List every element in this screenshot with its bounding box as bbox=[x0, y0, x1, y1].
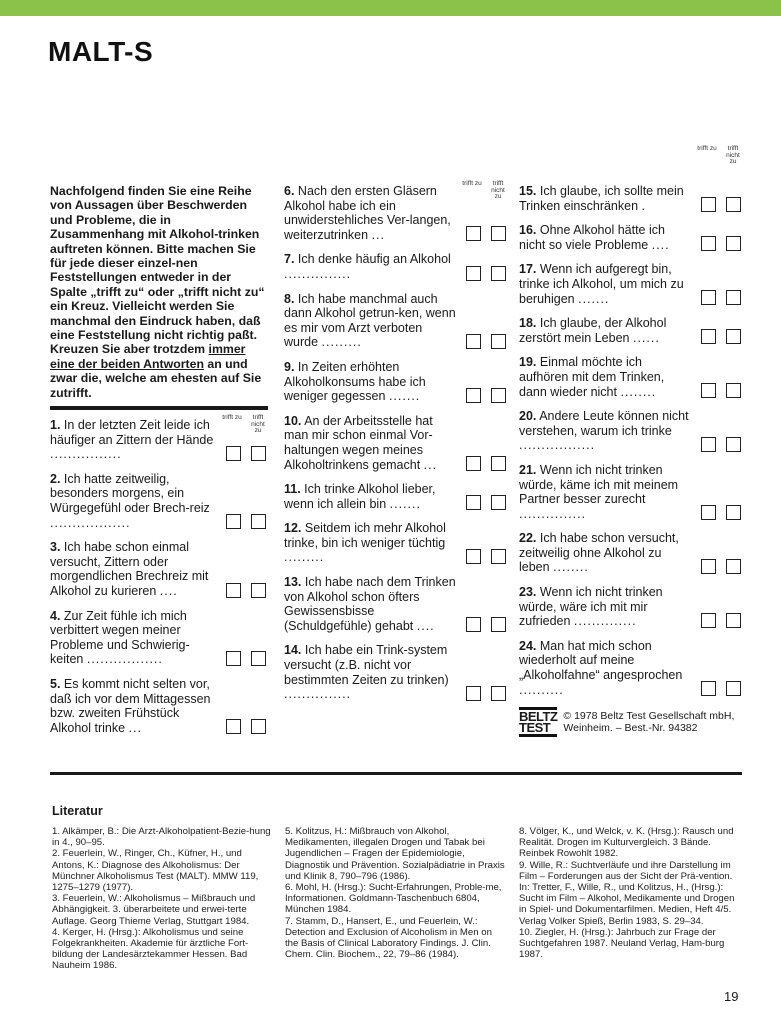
references-column-3 bbox=[519, 826, 743, 960]
question-number: 20. bbox=[519, 409, 537, 424]
reference-entry: 4. Kerger, H. (Hrsg.): Alkoholismus und seine Folgekrankheiten. Akademie für ärztliche Fort-bildung der Landesärztekammer Hessen. Bad Nauheim 1986. bbox=[52, 926, 249, 972]
question-item bbox=[284, 482, 508, 511]
leader-dots: ............... bbox=[519, 506, 587, 521]
answer-boxes bbox=[226, 651, 266, 666]
question-item bbox=[50, 414, 268, 462]
question-text: Wenn ich nicht trinken würde, wäre ich mit mir zufrieden bbox=[519, 585, 663, 629]
references-column-2 bbox=[285, 826, 507, 960]
question-text: Ich glaube, der Alkohol zerstört mein Leben bbox=[519, 316, 667, 345]
leader-dots: ....... bbox=[389, 496, 421, 511]
question-item bbox=[519, 184, 743, 213]
answer-boxes bbox=[466, 549, 506, 564]
question-number: 4. bbox=[50, 608, 61, 623]
answer-boxes bbox=[226, 719, 266, 734]
header-trifft-zu: trifft zu bbox=[697, 145, 717, 152]
checkbox-trifft-zu[interactable] bbox=[466, 495, 481, 510]
answer-boxes bbox=[466, 388, 506, 403]
leader-dots: ... bbox=[128, 720, 142, 735]
instructions bbox=[50, 184, 268, 400]
checkbox-trifft-zu[interactable] bbox=[701, 681, 716, 696]
answer-boxes bbox=[701, 681, 741, 696]
question-number: 12. bbox=[284, 521, 302, 536]
question-text: Ich habe manchmal auch dann Alkohol getrun-ken, wenn es mir vom Arzt verboten wurde bbox=[284, 291, 456, 350]
question-number: 10. bbox=[284, 413, 302, 428]
checkbox-trifft-zu[interactable] bbox=[226, 446, 241, 461]
question-item bbox=[519, 585, 743, 629]
answer-column-header bbox=[222, 415, 268, 435]
question-text: Wenn ich nicht trinken würde, käme ich mit meinem Partner besser zurecht bbox=[519, 462, 679, 507]
checkbox-trifft-zu[interactable] bbox=[466, 266, 481, 281]
question-text: Ich habe ein Trink-system versucht (z.B. nicht vor bestimmten Zeiten zu trinken) bbox=[284, 643, 449, 687]
logo-line-1: BELTZ bbox=[519, 709, 558, 725]
question-item bbox=[519, 639, 743, 697]
checkbox-trifft-nicht-zu[interactable] bbox=[251, 514, 266, 529]
checkbox-trifft-nicht-zu[interactable] bbox=[491, 686, 506, 701]
leader-dots: .... bbox=[416, 618, 435, 633]
checkbox-trifft-nicht-zu[interactable] bbox=[251, 719, 266, 734]
answer-boxes bbox=[466, 334, 506, 349]
checkbox-trifft-nicht-zu[interactable] bbox=[491, 456, 506, 471]
question-item bbox=[284, 575, 508, 633]
reference-entry: 9. Wille, R.: Suchtverläufe und ihre Darstellung im Film – Forderungen aus der Sicht der Prä-vention. In: Tretter, F., Wille, R., und Kolitzus, H., (Hrsg.): Sucht im Film – Alkohol, Medikamente und Drogen in Spiel- und Dokumentarfilmen. Medien, Heft 4/5. Verlag Volker Spieß, Berlin 1983, S. 29–34. bbox=[519, 859, 735, 927]
checkbox-trifft-nicht-zu[interactable] bbox=[726, 236, 741, 251]
leader-dots: ........ bbox=[553, 560, 589, 575]
question-item bbox=[519, 355, 743, 399]
checkbox-trifft-zu[interactable] bbox=[701, 329, 716, 344]
checkbox-trifft-zu[interactable] bbox=[701, 437, 716, 452]
checkbox-trifft-nicht-zu[interactable] bbox=[251, 583, 266, 598]
checkbox-trifft-zu[interactable] bbox=[226, 651, 241, 666]
reference-entry: 6. Mohl, H. (Hrsg.): Sucht-Erfahrungen, Proble-me, Informationen. Goldmann-Taschenbuch 6804, München 1984. bbox=[285, 882, 502, 916]
leader-dots: .......... bbox=[519, 682, 564, 697]
references-column-1 bbox=[52, 826, 274, 972]
column-2 bbox=[284, 180, 508, 712]
question-item bbox=[50, 540, 268, 598]
question-text: An der Arbeitsstelle hat man mir schon einmal Vor-haltungen wegen meines Alkoholtrinkens gemacht bbox=[284, 413, 433, 472]
header-trifft-zu: trifft zu bbox=[222, 414, 242, 422]
literatur-heading: Literatur bbox=[52, 804, 103, 818]
checkbox-trifft-zu[interactable] bbox=[701, 505, 716, 520]
checkbox-trifft-nicht-zu[interactable] bbox=[491, 226, 506, 241]
question-text: Ich trinke Alkohol lieber, wenn ich allein bin bbox=[284, 482, 436, 511]
instructions-text-2: an und zwar die, welche am ehesten auf Sie zutrifft. bbox=[50, 356, 262, 400]
checkbox-trifft-nicht-zu[interactable] bbox=[491, 549, 506, 564]
leader-dots: .................. bbox=[50, 515, 131, 530]
copyright-line-2: Weinheim. – Best.-Nr. 94382 bbox=[563, 722, 698, 735]
answer-boxes bbox=[466, 686, 506, 701]
checkbox-trifft-nicht-zu[interactable] bbox=[491, 617, 506, 632]
leader-dots: .... bbox=[651, 237, 670, 252]
checkbox-trifft-zu[interactable] bbox=[466, 456, 481, 471]
checkbox-trifft-zu[interactable] bbox=[466, 226, 481, 241]
checkbox-trifft-nicht-zu[interactable] bbox=[726, 505, 741, 520]
reference-entry: 8. Völger, K., und Welck, v. K. (Hrsg.): Rausch und Realität. Drogen im Kulturvergleich. 3 Bände. Reinbek Rowohlt 1982. bbox=[519, 826, 734, 860]
checkbox-trifft-zu[interactable] bbox=[701, 197, 716, 212]
answer-boxes bbox=[226, 514, 266, 529]
question-text: In Zeiten erhöhten Alkoholkonsums habe ich weniger gegessen bbox=[284, 359, 426, 404]
leader-dots: ......... bbox=[321, 335, 362, 350]
copyright-text bbox=[563, 710, 734, 734]
question-number: 21. bbox=[519, 462, 537, 477]
reference-entry: 3. Feuerlein, W.: Alkoholismus – Mißbrauch und Abhängigkeit. 3. überarbeitete und erwei-terte Auflage. Georg Thieme Verlag, Stuttgart 1984. bbox=[52, 893, 256, 927]
checkbox-trifft-nicht-zu[interactable] bbox=[251, 651, 266, 666]
bottom-rule bbox=[50, 772, 742, 775]
answer-boxes bbox=[466, 617, 506, 632]
beltz-test-logo bbox=[519, 707, 557, 737]
question-text: Ich denke häufig an Alkohol bbox=[297, 252, 451, 267]
checkbox-trifft-nicht-zu[interactable] bbox=[726, 197, 741, 212]
question-item bbox=[50, 677, 268, 735]
answer-boxes bbox=[701, 290, 741, 305]
question-text: Ich hatte zeitweilig, besonders morgens, ein Würgegefühl oder Brech-reiz bbox=[50, 471, 210, 516]
question-number: 19. bbox=[519, 355, 537, 370]
checkbox-trifft-nicht-zu[interactable] bbox=[726, 329, 741, 344]
question-item bbox=[519, 531, 743, 575]
checkbox-trifft-nicht-zu[interactable] bbox=[726, 559, 741, 574]
leader-dots: ....... bbox=[578, 291, 610, 306]
checkbox-trifft-zu[interactable] bbox=[226, 719, 241, 734]
question-item bbox=[284, 643, 508, 701]
instructions-underlined: immer eine der beiden Antworten bbox=[50, 342, 246, 371]
leader-dots: ... bbox=[371, 227, 385, 242]
checkbox-trifft-nicht-zu[interactable] bbox=[491, 388, 506, 403]
question-item bbox=[284, 180, 508, 242]
checkbox-trifft-zu[interactable] bbox=[701, 290, 716, 305]
question-number: 22. bbox=[519, 531, 537, 546]
checkbox-trifft-zu[interactable] bbox=[701, 383, 716, 398]
answer-boxes bbox=[466, 226, 506, 241]
header-trifft-nicht-zu: trifft nicht zu bbox=[726, 145, 740, 165]
answer-boxes bbox=[701, 613, 741, 628]
question-text: Nach den ersten Gläsern Alkohol habe ich ein unwiderstehliches Ver-langen, weiterzutrinken bbox=[284, 184, 451, 242]
checkbox-trifft-nicht-zu[interactable] bbox=[726, 681, 741, 696]
question-text: Ich habe schon einmal versucht, Zittern oder morgendlichen Brechreiz mit Alkohol zu kurieren bbox=[50, 540, 209, 599]
checkbox-trifft-nicht-zu[interactable] bbox=[726, 613, 741, 628]
question-text: Ich glaube, ich sollte mein Trinken einschränken bbox=[519, 184, 684, 213]
question-item bbox=[519, 223, 743, 252]
checkbox-trifft-zu[interactable] bbox=[466, 617, 481, 632]
question-number: 14. bbox=[284, 643, 302, 658]
question-number: 3. bbox=[50, 540, 61, 555]
header-trifft-nicht-zu: trifft nicht zu bbox=[491, 180, 505, 200]
question-item bbox=[519, 409, 743, 453]
checkbox-trifft-zu[interactable] bbox=[466, 686, 481, 701]
answer-boxes bbox=[701, 197, 741, 212]
question-text: Zur Zeit fühle ich mich verbittert wegen meiner Probleme und Schwierig-keiten bbox=[50, 608, 190, 667]
question-text: Man hat mich schon wiederholt auf meine „Alkoholfahne“ angesprochen bbox=[519, 638, 683, 683]
checkbox-trifft-nicht-zu[interactable] bbox=[726, 383, 741, 398]
reference-entry: 7. Stamm, D., Hansert, E., und Feuerlein, W.: Detection and Exclusion of Alcoholism in Men on the Basis of Clinical Laboratory Findings. J. Clin. Chem. Clin. Biochem., 22, 79–86 (1984). bbox=[285, 915, 492, 961]
question-item bbox=[519, 463, 743, 521]
question-text: In der letzten Zeit leide ich häufiger an Zittern der Hände bbox=[50, 418, 214, 447]
answer-boxes bbox=[466, 266, 506, 281]
answer-column-header-wrap bbox=[519, 145, 743, 184]
leader-dots: ........ bbox=[620, 384, 657, 399]
top-green-bar bbox=[0, 0, 781, 16]
question-text: Ohne Alkohol hätte ich nicht so viele Probleme bbox=[519, 223, 665, 252]
answer-boxes bbox=[701, 505, 741, 520]
question-item bbox=[284, 292, 508, 350]
question-item bbox=[519, 316, 743, 345]
question-item bbox=[50, 472, 268, 530]
answer-boxes bbox=[466, 495, 506, 510]
answer-column-header bbox=[697, 146, 743, 166]
question-item bbox=[284, 521, 508, 565]
leader-dots: ............... bbox=[284, 266, 352, 281]
section-rule bbox=[50, 406, 268, 410]
copyright-line-1: © 1978 Beltz Test Gesellschaft mbH, bbox=[563, 710, 735, 723]
question-number: 23. bbox=[519, 585, 537, 600]
checkbox-trifft-nicht-zu[interactable] bbox=[726, 290, 741, 305]
checkbox-trifft-nicht-zu[interactable] bbox=[491, 334, 506, 349]
leader-dots: .... bbox=[159, 584, 178, 599]
question-text: Es kommt nicht selten vor, daß ich vor dem Mittagessen bzw. zweiten Frühstück Alkohol trinke bbox=[50, 677, 211, 735]
question-number: 5. bbox=[50, 677, 61, 691]
reference-entry: 10. Ziegler, H. (Hrsg.): Jahrbuch zur Frage der Suchtgefahren 1987. Neuland Verlag, Ham-burg 1987. bbox=[519, 926, 725, 961]
checkbox-trifft-zu[interactable] bbox=[226, 583, 241, 598]
header-trifft-nicht-zu: trifft nicht zu bbox=[251, 414, 265, 435]
answer-boxes bbox=[701, 559, 741, 574]
page-number: 19 bbox=[724, 989, 739, 1004]
reference-entry: 2. Feuerlein, W., Ringer, Ch., Küfner, H., und Antons, K.: Diagnose des Alkoholismus: Der Münchner Alkoholismus Test (MALT). MMW 119, 1275–1279 (1977). bbox=[52, 848, 259, 894]
leader-dots: ................ bbox=[50, 447, 122, 462]
question-text: Ich habe nach dem Trinken von Alkohol schon öfters Gewissensbisse (Schuldgefühle) gehabt bbox=[284, 575, 456, 633]
question-number: 24. bbox=[519, 638, 537, 653]
instructions-text-1: Nachfolgend finden Sie eine Reihe von Aussagen über Beschwerden und Probleme, die in Zusammenhang mit Alkohol-trinken auftreten können. Bitte machen Sie für jede dieser einzel-nen Feststellungen entweder in der Spalte „trifft zu“ oder „trifft nicht zu“ ein Kreuz. Vielleicht werden Sie manchmal den Eindruck haben, daß eine Feststellung nicht richtig paßt. Kreuzen Sie aber trotzdem bbox=[50, 184, 265, 357]
header-trifft-zu: trifft zu bbox=[462, 180, 482, 187]
checkbox-trifft-nicht-zu[interactable] bbox=[251, 446, 266, 461]
question-text: Seitdem ich mehr Alkohol trinke, bin ich weniger tüchtig bbox=[284, 521, 446, 550]
answer-column-header bbox=[462, 181, 508, 201]
question-number: 13. bbox=[284, 575, 302, 590]
checkbox-trifft-nicht-zu[interactable] bbox=[491, 266, 506, 281]
leader-dots: ... bbox=[423, 457, 438, 472]
logo-line-2: TEST bbox=[519, 720, 551, 736]
leader-dots: ....... bbox=[388, 389, 421, 404]
leader-dots: . bbox=[641, 198, 647, 213]
checkbox-trifft-zu[interactable] bbox=[701, 613, 716, 628]
question-number: 15. bbox=[519, 184, 537, 198]
reference-entry: 1. Alkämper, B.: Die Arzt-Alkoholpatient-Bezie-hung in 4., 90–95. bbox=[52, 826, 271, 849]
question-number: 11. bbox=[284, 482, 301, 497]
answer-boxes bbox=[701, 437, 741, 452]
question-item bbox=[284, 414, 508, 472]
leader-dots: ...... bbox=[632, 330, 660, 345]
question-item bbox=[284, 360, 508, 404]
question-text: Wenn ich aufgeregt bin, trinke ich Alkohol, um mich zu beruhigen bbox=[519, 262, 684, 306]
question-number: 18. bbox=[519, 316, 537, 331]
question-text: Ich habe schon versucht, zeitweilig ohne Alkohol zu leben bbox=[519, 531, 679, 575]
question-item bbox=[519, 262, 743, 306]
answer-boxes bbox=[701, 383, 741, 398]
answer-boxes bbox=[226, 583, 266, 598]
checkbox-trifft-zu[interactable] bbox=[466, 549, 481, 564]
question-number: 16. bbox=[519, 223, 537, 238]
leader-dots: .............. bbox=[573, 614, 637, 629]
reference-entry: 5. Kolitzus, H.: Mißbrauch von Alkohol, Medikamenten, illegalen Drogen und Tabak bei Jugendlichen – Fragen der Epidemiologie, Diagnostik und Prävention. Sozialpädiatrie in Praxis und Klinik 8, 790–796 (1986). bbox=[285, 826, 505, 882]
question-number: 1. bbox=[50, 418, 61, 433]
question-number: 6. bbox=[284, 184, 295, 198]
question-number: 9. bbox=[284, 359, 295, 374]
question-text: Andere Leute können nicht verstehen, warum ich trinke bbox=[519, 409, 689, 438]
question-text: Einmal möchte ich aufhören mit dem Trinken, dann wieder nicht bbox=[519, 355, 665, 399]
leader-dots: ......... bbox=[284, 550, 325, 565]
checkbox-trifft-zu[interactable] bbox=[701, 236, 716, 251]
column-1 bbox=[50, 184, 268, 745]
answer-boxes bbox=[701, 236, 741, 251]
question-number: 7. bbox=[284, 252, 295, 267]
question-number: 17. bbox=[519, 262, 537, 277]
page-title: MALT-S bbox=[48, 36, 154, 67]
checkbox-trifft-zu[interactable] bbox=[226, 514, 241, 529]
checkbox-trifft-zu[interactable] bbox=[466, 388, 481, 403]
answer-boxes bbox=[226, 446, 266, 461]
checkbox-trifft-zu[interactable] bbox=[701, 559, 716, 574]
copyright-block bbox=[519, 707, 743, 737]
answer-boxes bbox=[466, 456, 506, 471]
leader-dots: ................. bbox=[86, 652, 163, 667]
question-item bbox=[284, 252, 508, 281]
question-number: 8. bbox=[284, 291, 295, 306]
answer-boxes bbox=[701, 329, 741, 344]
checkbox-trifft-nicht-zu[interactable] bbox=[726, 437, 741, 452]
leader-dots: ............... bbox=[284, 687, 352, 702]
leader-dots: ................. bbox=[519, 438, 596, 453]
checkbox-trifft-nicht-zu[interactable] bbox=[491, 495, 506, 510]
checkbox-trifft-zu[interactable] bbox=[466, 334, 481, 349]
question-item bbox=[50, 609, 268, 667]
question-number: 2. bbox=[50, 471, 61, 486]
column-3 bbox=[519, 145, 743, 737]
